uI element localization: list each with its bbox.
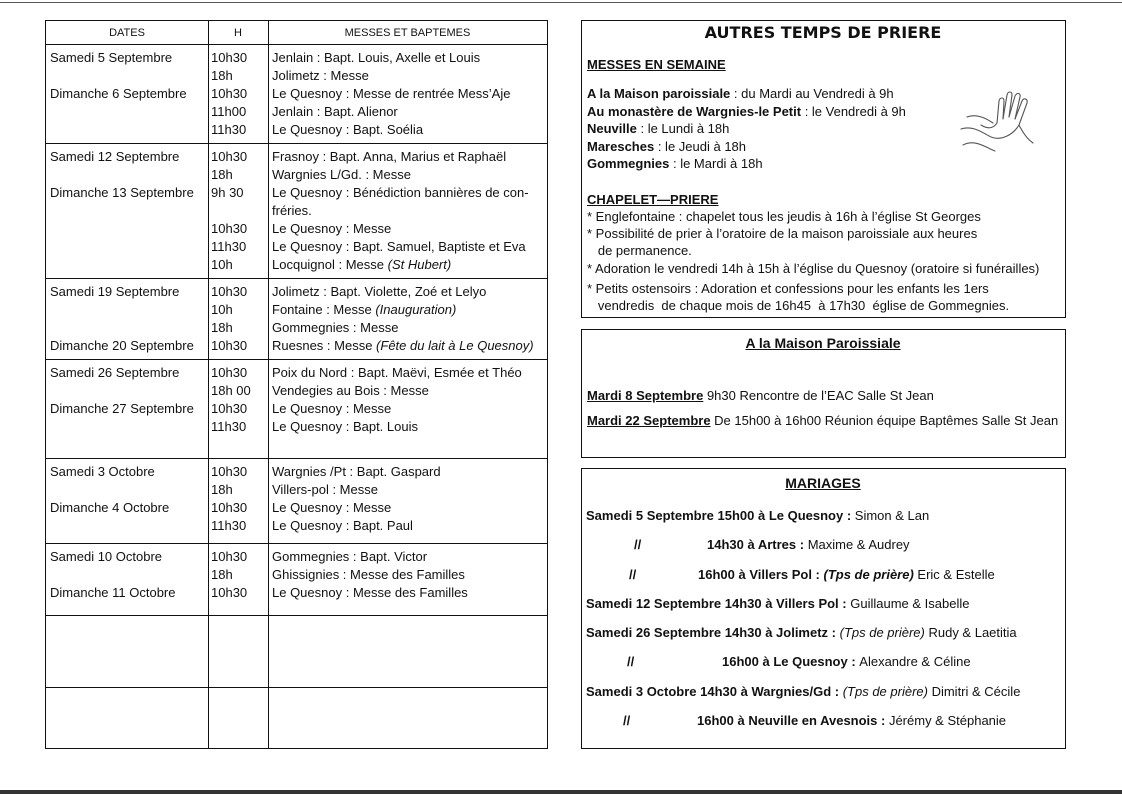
autres-temps-de-priere-box — [581, 20, 1066, 318]
mariage-line — [722, 653, 971, 670]
hour-cell — [211, 463, 247, 535]
text-segment: : du Mardi au Vendredi à 9h — [730, 86, 894, 101]
event-line — [272, 148, 529, 166]
hour-line: 10h30 — [211, 338, 248, 353]
event-line — [272, 238, 529, 256]
messes-semaine-list — [587, 85, 906, 173]
hour-line: 10h30 — [211, 464, 248, 479]
event-line — [272, 301, 534, 319]
semaine-line — [587, 138, 906, 156]
text-segment: Le Quesnoy : Bapt. Soélia — [272, 122, 424, 137]
row-divider — [46, 44, 547, 45]
date-line: Samedi 19 Septembre — [50, 284, 180, 299]
hour-line: 11h30 — [211, 518, 247, 533]
hour-line: 18h — [211, 68, 233, 83]
mariage-line — [697, 712, 1006, 729]
ditto-mark: // — [629, 567, 637, 582]
text-segment: Jolimetz : Messe — [272, 68, 369, 83]
text-segment: Le Quesnoy : Bapt. Louis — [272, 419, 418, 434]
text-segment: Eric & Estelle — [913, 567, 995, 582]
text-segment: Neuville — [587, 121, 637, 136]
hour-line: 10h30 — [211, 149, 248, 164]
text-segment: Ruesnes : Messe — [272, 338, 377, 353]
date-line: Dimanche 6 Septembre — [50, 86, 187, 101]
text-segment: Au monastère de Wargnies-le Petit — [587, 103, 802, 119]
bottom-rule — [0, 790, 1122, 794]
text-segment: 16h00 à Neuville en Avesnois : — [697, 713, 889, 728]
event-line — [272, 49, 510, 67]
top-rule — [0, 2, 1122, 3]
event-line — [272, 337, 534, 355]
mariage-line — [698, 566, 995, 583]
ditto-mark: // — [627, 654, 635, 669]
hour-line: 10h — [211, 302, 233, 317]
text-segment: Samedi 3 Octobre 14h30 à Wargnies/Gd : — [586, 684, 843, 699]
maison-paroissiale-box — [581, 329, 1066, 458]
text-segment: Dimitri & Cécile — [927, 684, 1021, 699]
hour-line: 18h — [211, 482, 233, 497]
semaine-line — [587, 155, 906, 173]
date-cell — [50, 283, 194, 355]
event-line — [272, 400, 522, 418]
text-segment: (Tps de prière) — [839, 625, 925, 640]
text-segment: Le Quesnoy : Bapt. Paul — [272, 518, 413, 533]
date-cell — [50, 148, 194, 274]
hour-line: 11h30 — [211, 122, 247, 137]
date-line — [50, 481, 169, 499]
text-segment: Jenlain : Bapt. Alienor — [272, 104, 398, 119]
chapelet-line: vendredis de chaque mois de 16h45 à 17h30 église de Gommegnies. — [587, 298, 1010, 313]
text-segment: (Tps de prière) — [823, 567, 914, 582]
text-segment: Gommegnies — [587, 156, 670, 171]
text-segment: Le Quesnoy : Messe — [272, 500, 392, 515]
event-line — [272, 184, 529, 202]
text-segment: Vendegies au Bois : Messe — [272, 383, 429, 398]
column-divider — [208, 21, 209, 748]
semaine-line — [587, 85, 906, 103]
date-line: Dimanche 4 Octobre — [50, 500, 170, 515]
chapelet-line: de permanence. — [587, 243, 692, 258]
text-segment: Jolimetz : Bapt. Violette, Zoé et Lelyo — [272, 284, 487, 299]
ditto-mark: // — [623, 713, 631, 728]
ditto-mark: // — [634, 537, 642, 552]
event-line — [272, 499, 441, 517]
hour-line: 18h — [211, 320, 233, 335]
event-line — [272, 548, 468, 566]
date-line: Dimanche 27 Septembre — [50, 401, 194, 416]
text-segment: Fontaine : Messe — [272, 302, 376, 317]
mariage-line — [707, 536, 910, 553]
text-segment: Le Quesnoy : Bapt. Samuel, Baptiste et Eva — [272, 239, 526, 254]
date-cell — [50, 463, 169, 535]
date-line — [50, 166, 194, 184]
hour-line: 10h30 — [211, 50, 248, 65]
row-divider — [46, 359, 547, 360]
event-line — [272, 463, 441, 481]
date-line: Dimanche 13 Septembre — [50, 185, 194, 200]
hour-line: 10h30 — [211, 365, 248, 380]
text-segment: Le Quesnoy : Bénédiction bannières de con- — [272, 185, 529, 200]
date-line: Dimanche 20 Septembre — [50, 338, 194, 353]
text-segment: Samedi 12 Septembre 14h30 à Villers Pol : — [586, 596, 851, 611]
messes-semaine-title: MESSES EN SEMAINE — [587, 57, 726, 72]
date-line — [50, 103, 187, 121]
event-line — [272, 481, 441, 499]
text-segment: Wargnies /Pt : Bapt. Gaspard — [272, 464, 441, 479]
hour-line: 9h 30 — [211, 185, 244, 200]
hour-line: 10h30 — [211, 500, 248, 515]
event-line — [272, 166, 529, 184]
text-segment: Alexandre & Céline — [859, 654, 971, 669]
event-line — [272, 220, 529, 238]
text-segment: Simon & Lan — [854, 508, 930, 523]
text-segment: Rudy & Laetitia — [924, 625, 1017, 640]
event-cell — [272, 548, 468, 602]
text-segment: 16h00 à Villers Pol : — [698, 567, 824, 582]
text-segment: (Tps de prière) — [842, 684, 928, 699]
mariages-box — [581, 468, 1066, 749]
date-cell — [50, 49, 187, 139]
text-segment: 14h30 à Artres : — [707, 537, 808, 552]
row-divider — [46, 458, 547, 459]
date-line — [50, 67, 187, 85]
event-line — [272, 202, 529, 220]
text-segment: (Inauguration) — [375, 302, 457, 317]
text-segment: Frasnoy : Bapt. Anna, Marius et Raphaël — [272, 149, 507, 164]
text-segment: fréries. — [272, 203, 312, 218]
date-line — [50, 256, 194, 274]
header-events: MESSES ET BAPTEMES — [344, 27, 471, 39]
date-line — [50, 566, 176, 584]
date-line: Samedi 5 Septembre — [50, 50, 173, 65]
text-segment: : le Jeudi à 18h — [654, 138, 747, 154]
hour-line: 10h30 — [211, 284, 248, 299]
hour-line: 10h30 — [211, 401, 248, 416]
date-line — [50, 517, 169, 535]
text-segment: Locquignol : Messe — [272, 257, 388, 272]
semaine-line — [587, 103, 906, 121]
chapelet-line: * Englefontaine : chapelet tous les jeudis à 16h à l’église St Georges — [587, 209, 981, 224]
chapelet-line: * Possibilité de prier à l’oratoire de la maison paroissiale aux heures — [587, 226, 978, 241]
mariage-line — [586, 595, 969, 612]
hour-line: 10h30 — [211, 549, 248, 564]
maison-item-date: Mardi 8 Septembre — [587, 388, 704, 403]
text-segment: Le Quesnoy : Messe de rentrée Mess’Aje — [272, 86, 511, 101]
row-divider — [46, 687, 547, 688]
event-line — [272, 121, 510, 139]
hour-cell — [211, 283, 247, 355]
event-line — [272, 584, 468, 602]
text-segment: : le Vendredi à 9h — [801, 103, 906, 119]
date-line — [50, 220, 194, 238]
hour-line: 18h 00 — [211, 383, 251, 398]
maison-title: A la Maison Paroissiale — [745, 335, 901, 351]
text-segment: Jenlain : Bapt. Louis, Axelle et Louis — [272, 50, 481, 65]
event-line — [272, 283, 534, 301]
row-divider — [46, 278, 547, 279]
maison-item-date: Mardi 22 Septembre — [587, 413, 711, 428]
text-segment: 16h00 à Le Quesnoy : — [722, 654, 860, 669]
text-segment: Poix du Nord : Bapt. Maëvi, Esmée et Théo — [272, 365, 522, 380]
text-segment: Le Quesnoy : Messe — [272, 401, 392, 416]
hour-cell — [211, 364, 251, 436]
hour-line: 11h00 — [211, 104, 247, 119]
event-line — [272, 566, 468, 584]
date-line: Samedi 3 Octobre — [50, 464, 155, 479]
row-divider — [46, 543, 547, 544]
text-segment: (Fête du lait à Le Quesnoy) — [376, 338, 534, 353]
chapelet-line: * Adoration le vendredi 14h à 15h à l’église du Quesnoy (oratoire si funérailles) — [587, 261, 1040, 276]
text-segment: Jérémy & Stéphanie — [888, 713, 1007, 728]
date-cell — [50, 548, 176, 602]
date-line — [50, 319, 194, 337]
praying-hands-icon — [957, 89, 1037, 157]
text-segment: Ghissignies : Messe des Familles — [272, 567, 465, 582]
text-segment: (St Hubert) — [387, 257, 452, 272]
event-cell — [272, 49, 510, 139]
schedule-table — [45, 20, 548, 749]
text-segment: Maxime & Audrey — [807, 537, 910, 552]
date-line — [50, 202, 194, 220]
text-segment: : le Lundi à 18h — [636, 121, 730, 136]
maison-item — [587, 387, 934, 404]
text-segment: A la Maison paroissiale — [587, 86, 731, 101]
hour-line: 10h30 — [211, 585, 248, 600]
maison-item — [587, 412, 1058, 429]
hour-cell — [211, 148, 247, 274]
event-line — [272, 256, 529, 274]
date-line — [50, 301, 194, 319]
semaine-line — [587, 120, 906, 138]
hour-line: 10h30 — [211, 221, 248, 236]
maison-item-text: De 15h00 à 16h00 Réunion équipe Baptêmes Salle St Jean — [710, 413, 1059, 428]
event-line — [272, 85, 510, 103]
hour-cell — [211, 49, 247, 139]
column-divider — [268, 21, 269, 748]
date-line: Dimanche 11 Octobre — [50, 585, 176, 600]
row-divider — [46, 615, 547, 616]
event-line — [272, 382, 522, 400]
header-dates: DATES — [109, 27, 145, 39]
hour-line: 10h — [211, 257, 233, 272]
row-divider — [46, 143, 547, 144]
hour-line: 11h30 — [211, 419, 247, 434]
mariage-line — [586, 507, 929, 524]
hour-line: 11h30 — [211, 239, 247, 254]
mariage-line — [586, 683, 1020, 700]
event-cell — [272, 463, 441, 535]
event-line — [272, 319, 534, 337]
chapelet-title: CHAPELET—PRIERE — [587, 192, 719, 207]
event-line — [272, 517, 441, 535]
maison-item-text: 9h30 Rencontre de l’EAC Salle St Jean — [703, 388, 934, 403]
date-line: Samedi 12 Septembre — [50, 149, 180, 164]
date-line — [50, 121, 187, 139]
text-segment: Le Quesnoy : Messe des Familles — [272, 585, 468, 600]
autres-title: AUTRES TEMPS DE PRIERE — [704, 23, 942, 42]
text-segment: Gommegnies : Bapt. Victor — [272, 549, 428, 564]
chapelet-line: * Petits ostensoirs : Adoration et confessions pour les enfants les 1ers — [587, 281, 989, 296]
date-line: Samedi 10 Octobre — [50, 549, 163, 564]
event-line — [272, 67, 510, 85]
hour-line: 10h30 — [211, 86, 248, 101]
text-segment: : le Mardi à 18h — [669, 156, 763, 171]
event-cell — [272, 148, 529, 274]
mariage-line — [586, 624, 1017, 641]
hour-line: 18h — [211, 167, 233, 182]
date-line — [50, 238, 194, 256]
header-hours: H — [234, 27, 242, 39]
event-line — [272, 418, 522, 436]
text-segment: Gommegnies : Messe — [272, 320, 399, 335]
text-segment: Wargnies L/Gd. : Messe — [272, 167, 411, 182]
mariages-title: MARIAGES — [785, 475, 861, 491]
date-line — [50, 418, 194, 436]
date-line: Samedi 26 Septembre — [50, 365, 180, 380]
hour-line: 18h — [211, 567, 233, 582]
date-cell — [50, 364, 194, 436]
text-segment: Le Quesnoy : Messe — [272, 221, 392, 236]
text-segment: Samedi 26 Septembre 14h30 à Jolimetz : — [586, 625, 840, 640]
text-segment: Villers-pol : Messe — [272, 482, 378, 497]
event-cell — [272, 283, 534, 355]
hour-cell — [211, 548, 247, 602]
event-line — [272, 364, 522, 382]
date-line — [50, 382, 194, 400]
hour-line — [211, 202, 247, 220]
event-cell — [272, 364, 522, 436]
event-line — [272, 103, 510, 121]
text-segment: Guillaume & Isabelle — [850, 596, 970, 611]
text-segment: Samedi 5 Septembre 15h00 à Le Quesnoy : — [586, 508, 855, 523]
text-segment: Maresches — [587, 138, 655, 154]
